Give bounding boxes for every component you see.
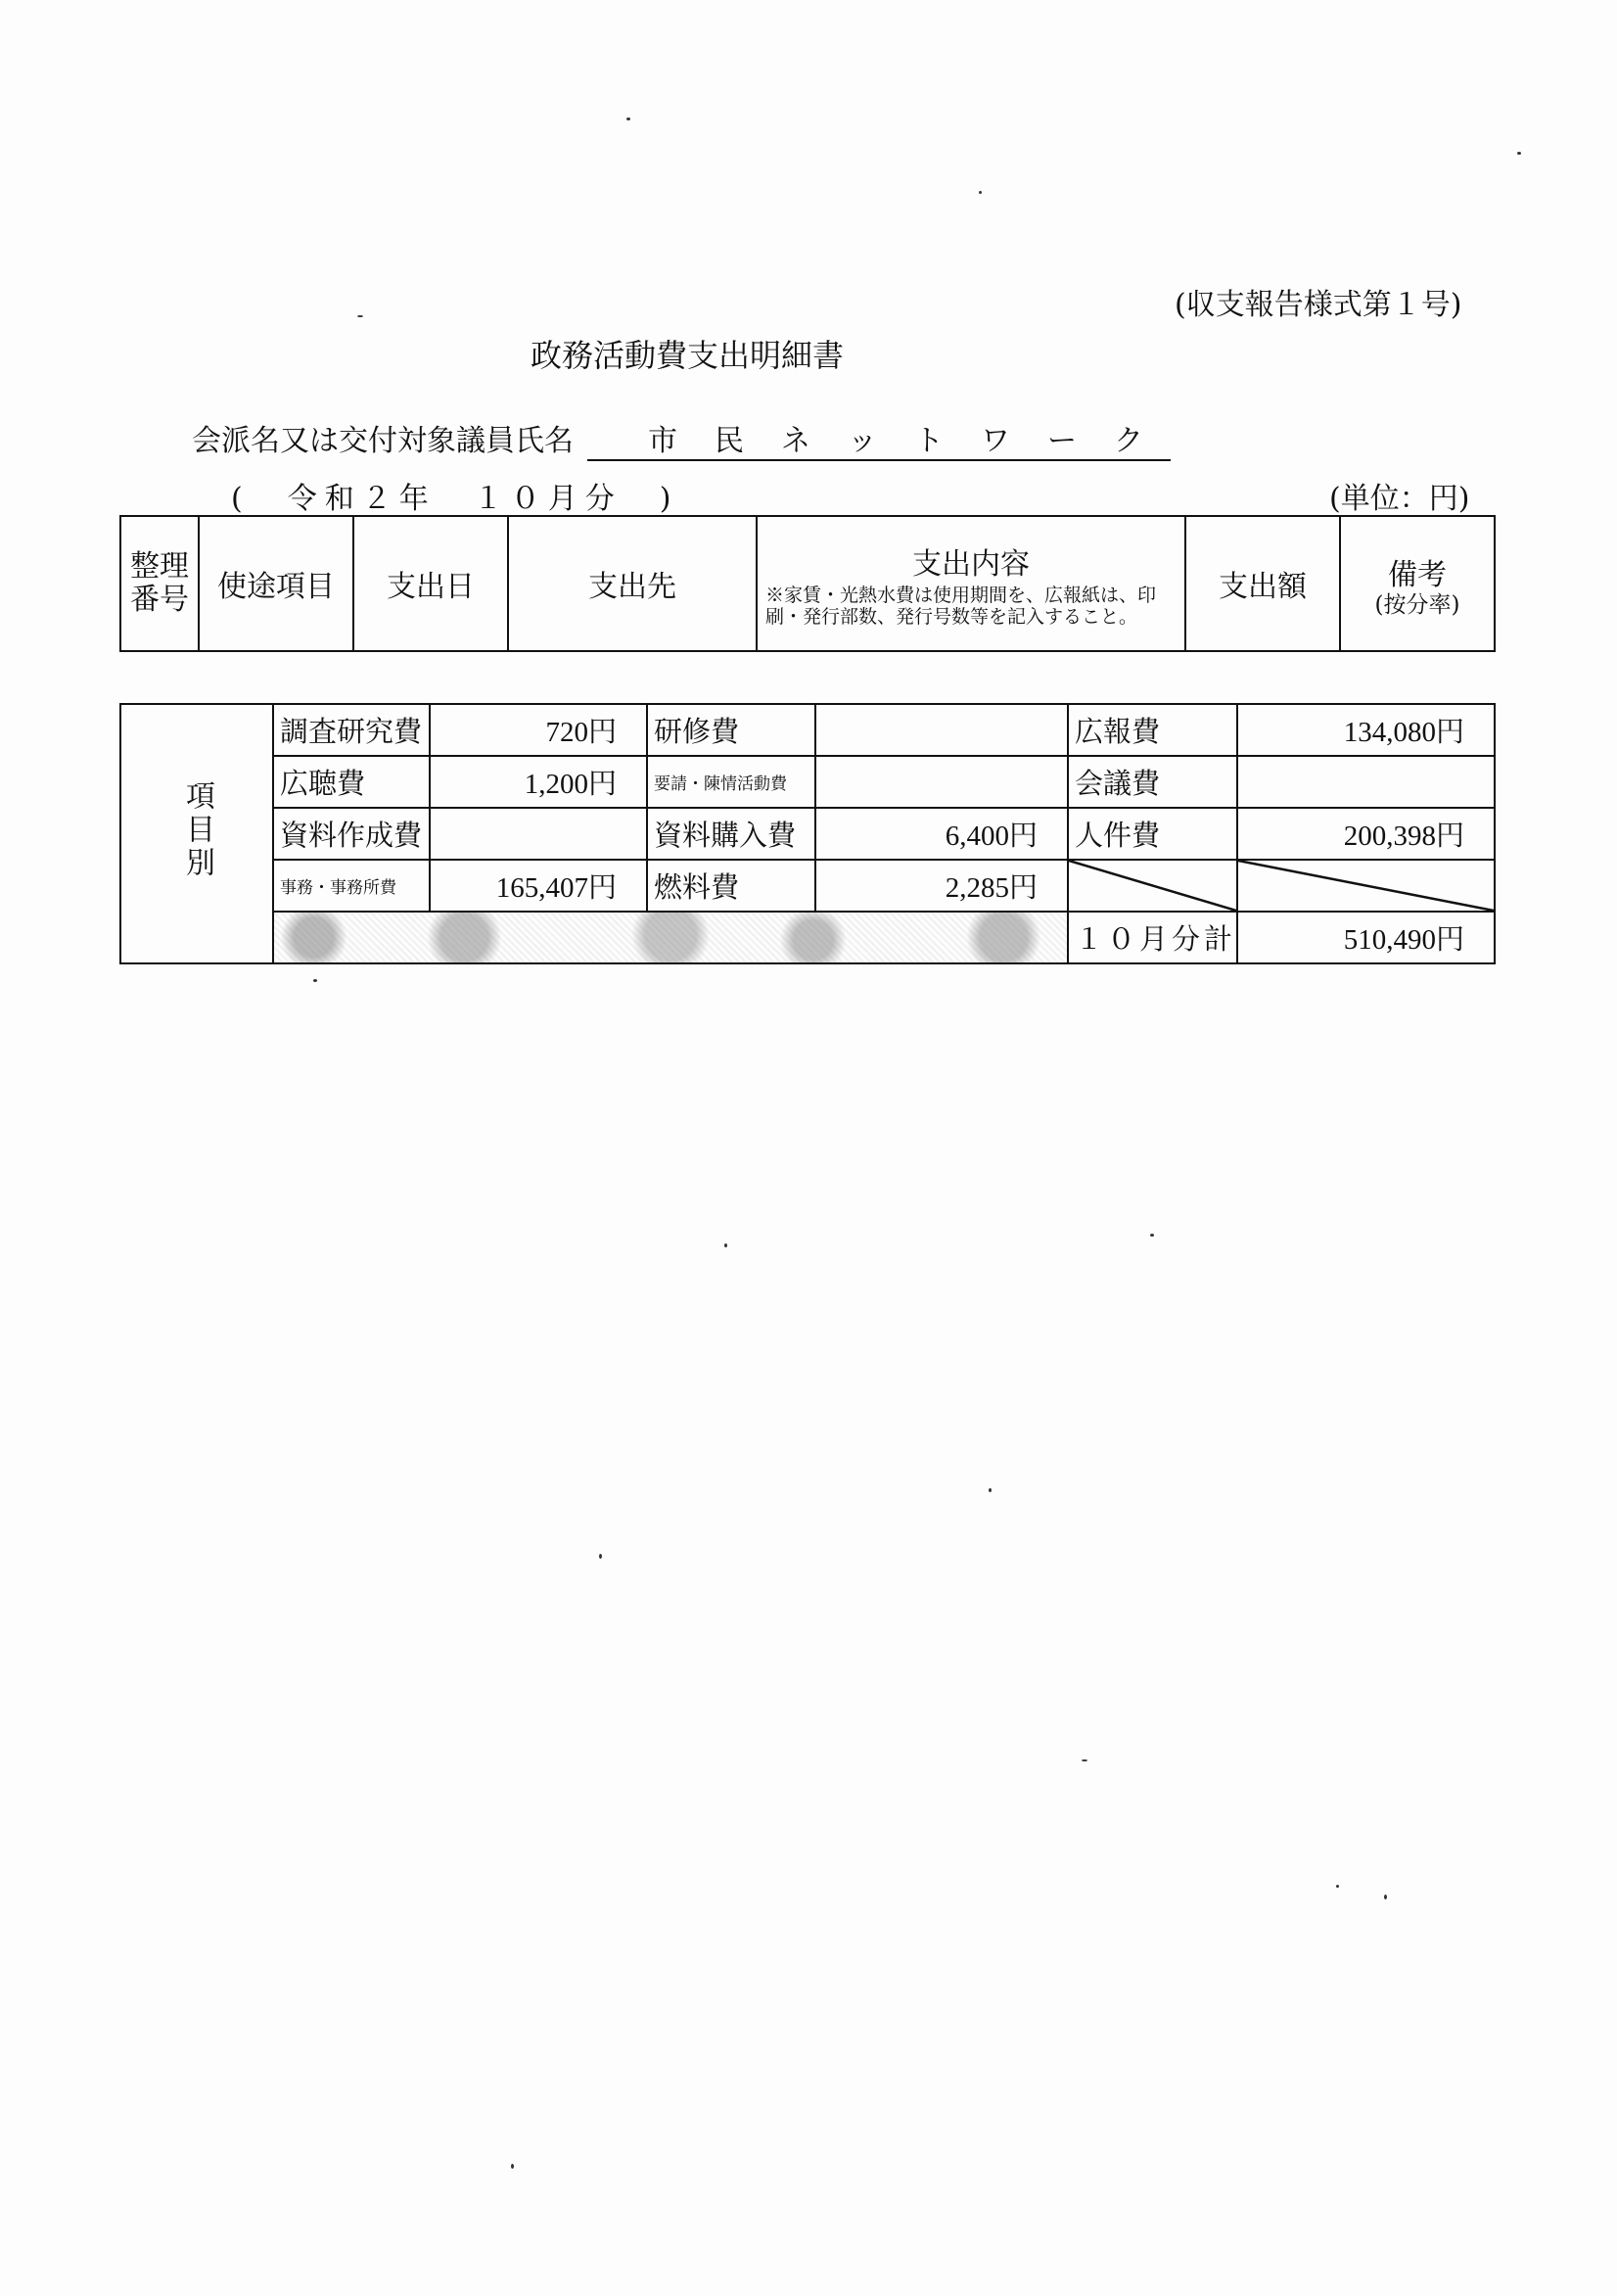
group-name-line [192,416,1180,461]
reporting-period: ( 令和２年 １０月分 ) [231,482,679,516]
category-amount [1237,756,1495,808]
col-date: 支出日 [353,516,508,651]
category-amount [430,808,647,860]
category-amount [815,756,1068,808]
empty-crossed-cell [1068,860,1237,912]
scan-speck [979,191,982,194]
form-number: (収支報告様式第１号) [1175,288,1462,322]
category-label: 事務・事務所費 [273,860,430,912]
scan-speck [1384,1895,1387,1899]
scan-speck [1517,152,1521,155]
category-label: 広聴費 [273,756,430,808]
col-purpose: 使途項目 [199,516,353,651]
scan-speck [357,315,363,317]
category-label: 要請・陳情活動費 [647,756,815,808]
col-seq-number: 整理 番号 [120,516,199,651]
category-label: 人件費 [1068,808,1237,860]
col-content [757,516,1185,651]
summary-row [120,808,1495,860]
summary-row [120,704,1495,756]
group-name-label: 会派名又は交付対象議員氏名 [192,424,574,458]
category-label: 資料購入費 [647,808,815,860]
category-amount: 6,400円 [815,808,1068,860]
monthly-total-label: １０月分計 [1068,912,1237,963]
category-label: 資料作成費 [273,808,430,860]
category-amount [815,704,1068,756]
category-label: 燃料費 [647,860,815,912]
category-amount: 1,200円 [430,756,647,808]
document-title: 政務活動費支出明細書 [530,337,844,374]
col-remarks: 備考 (按分率) [1340,516,1495,651]
category-amount: 200,398円 [1237,808,1495,860]
category-amount: 134,080円 [1237,704,1495,756]
scan-speck [626,117,630,120]
category-amount: 2,285円 [815,860,1068,912]
category-label: 広報費 [1068,704,1237,756]
empty-crossed-cell [1237,860,1495,912]
category-amount: 720円 [430,704,647,756]
category-label: 調査研究費 [273,704,430,756]
currency-unit: (単位：円) [1329,482,1470,516]
col-payee: 支出先 [508,516,757,651]
col-content-note: ※家賃・光熱水費は使用期間を、広報紙は、印刷・発行部数、発行号数等を記入すること。 [765,585,1157,628]
category-amount: 165,407円 [430,860,647,912]
summary-total-row [120,912,1495,963]
category-label: 会議費 [1068,756,1237,808]
category-label: 研修費 [647,704,815,756]
scan-speck [599,1554,602,1559]
col-remarks-sub: (按分率) [1374,591,1460,618]
summary-row [120,860,1495,912]
summary-side-label: 項目別 [120,704,273,963]
scan-speck [313,979,317,982]
scan-speck [724,1243,727,1247]
col-amount: 支出額 [1185,516,1340,651]
col-content-title: 支出内容 [912,547,1030,582]
scan-speck [989,1488,992,1492]
group-name-value: 市民ネットワーク [587,416,1171,461]
category-summary-table [119,703,1496,964]
scan-speck [1150,1234,1154,1237]
summary-row [120,756,1495,808]
monthly-total-value: 510,490円 [1237,912,1495,963]
scan-speck [1336,1885,1339,1888]
redacted-area [273,912,1068,963]
scan-speck [511,2164,514,2169]
expense-detail-header [119,515,1496,652]
scan-speck [1082,1759,1087,1761]
